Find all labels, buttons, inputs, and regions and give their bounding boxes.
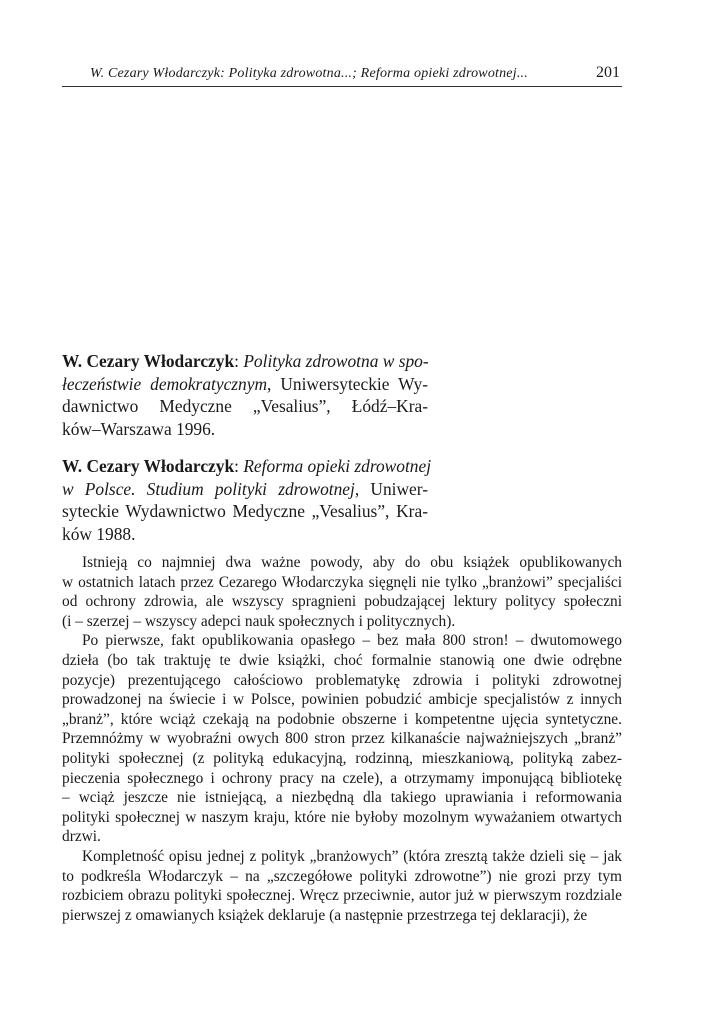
- paragraph-line: „branż”, które wciąż czekają na podobnie obszerne i kompetentne ujęcia syntetyczne.: [62, 710, 622, 728]
- book-entry-2: [62, 455, 432, 545]
- entry-line: [62, 523, 428, 546]
- entry-author: W. Cezary Włodarczyk: [62, 456, 235, 476]
- entry-author: W. Cezary Włodarczyk: [62, 351, 235, 371]
- entry-publication-info: , Uniwersyteckie Wy-: [267, 373, 428, 394]
- entry-publication-info: , Uniwer-: [354, 478, 428, 499]
- entry-publication-info: ków 1988.: [62, 523, 136, 544]
- entry-line: [62, 373, 428, 396]
- entry-line: [62, 350, 428, 373]
- paragraph-line: polityki społecznej w naszym kraju, które nie byłoby mozolnym wyważaniem otwartych: [62, 808, 622, 826]
- entry-separator: :: [234, 351, 244, 371]
- paragraph-line: pieczenia społecznego i ochrony pracy na czele), a otrzymamy imponującą bibliotekę: [62, 769, 622, 787]
- paragraph-line: drzwi.: [62, 828, 101, 846]
- entry-line: [62, 418, 428, 441]
- entry-publication-info: syteckie Wydawnictwo Medyczne „Vesalius”, Kra-: [62, 501, 428, 521]
- paragraph-line: Istnieją co najmniej dwa ważne powody, aby do obu książek opublikowanych: [82, 554, 622, 571]
- entry-line: [62, 395, 428, 418]
- paragraph-line: rozbiciem obrazu polityki społecznej. Wręcz przeciwnie, autor już w pierwszym rozdziale: [62, 887, 622, 905]
- book-entry-1: [62, 350, 428, 440]
- paragraph-line: dzieła (bo tak traktuję te dwie książki, choć formalnie stanowią one dwie odrębne: [62, 651, 622, 669]
- entry-line: [62, 500, 428, 523]
- paragraph-line: prowadzonej na świecie i w Polsce, powinien pobudzić ambicje specjalistów z innych: [62, 691, 622, 709]
- entry-title: Reforma opieki zdrowotnej: [243, 456, 432, 476]
- entry-title: w Polsce. Studium polityki zdrowotnej: [62, 478, 355, 499]
- entry-title: Polityka zdrowotna w spo-: [243, 351, 429, 371]
- paragraph-line: pozycje) prezentującego całościowo problematykę zdrowia i polityki zdrowotnej: [62, 671, 622, 689]
- paragraph-line: polityki społecznej (z polityką edukacyjną, rodzinną, mieszkaniową, polityką zabez-: [62, 749, 622, 767]
- paragraph-line: to podkreśla Włodarczyk – na „szczegółowe polityki zdrowotne”) nie grozi przy tym: [62, 867, 622, 885]
- paragraph-line: w ostatnich latach przez Cezarego Włodarczyka sięgnęli nie tylko „branżowi” specjaliści: [62, 573, 622, 591]
- entry-publication-info: ków–Warszawa 1996.: [62, 418, 216, 439]
- running-header: [62, 60, 622, 87]
- paragraph-line: pierwszej z omawianych książek deklaruje (a następnie przestrzega tej deklaracji), że: [62, 906, 588, 924]
- entry-line: [62, 455, 432, 478]
- paragraph-line: – wciąż jeszcze nie istniejącą, a niezbędną dla takiego uprawiania i reformowania: [62, 789, 622, 807]
- entry-line: [62, 478, 428, 501]
- entry-publication-info: dawnictwo Medyczne „Vesalius”, Łódź–Kra-: [62, 396, 428, 416]
- running-head-title: W. Cezary Włodarczyk: Polityka zdrowotna...; Reforma opieki zdrowotnej...: [90, 66, 528, 81]
- paragraph-line: Przemnóżmy w wyobraźni owych 800 stron przez kilkanaście najważniejszych „branż”: [62, 730, 622, 748]
- entry-title: łeczeństwie demokratycznym: [62, 373, 268, 394]
- paragraph-line: Po pierwsze, fakt opublikowania opasłego – bez mała 800 stron! – dwutomowego: [82, 632, 622, 650]
- paragraph-line: Kompletność opisu jednej z polityk „branżowych” (która zresztą także dzieli się – jak: [82, 847, 622, 865]
- entry-separator: :: [234, 456, 244, 476]
- paragraph-line: (i – szerzej – wszyscy adepci nauk społecznych i politycznych).: [62, 612, 456, 630]
- review-body: [62, 553, 622, 925]
- page-number: 201: [596, 64, 620, 81]
- paragraph-line: od ochrony zdrowia, ale wszyscy spragnieni pobudzającej lektury politycy społeczni: [62, 593, 622, 611]
